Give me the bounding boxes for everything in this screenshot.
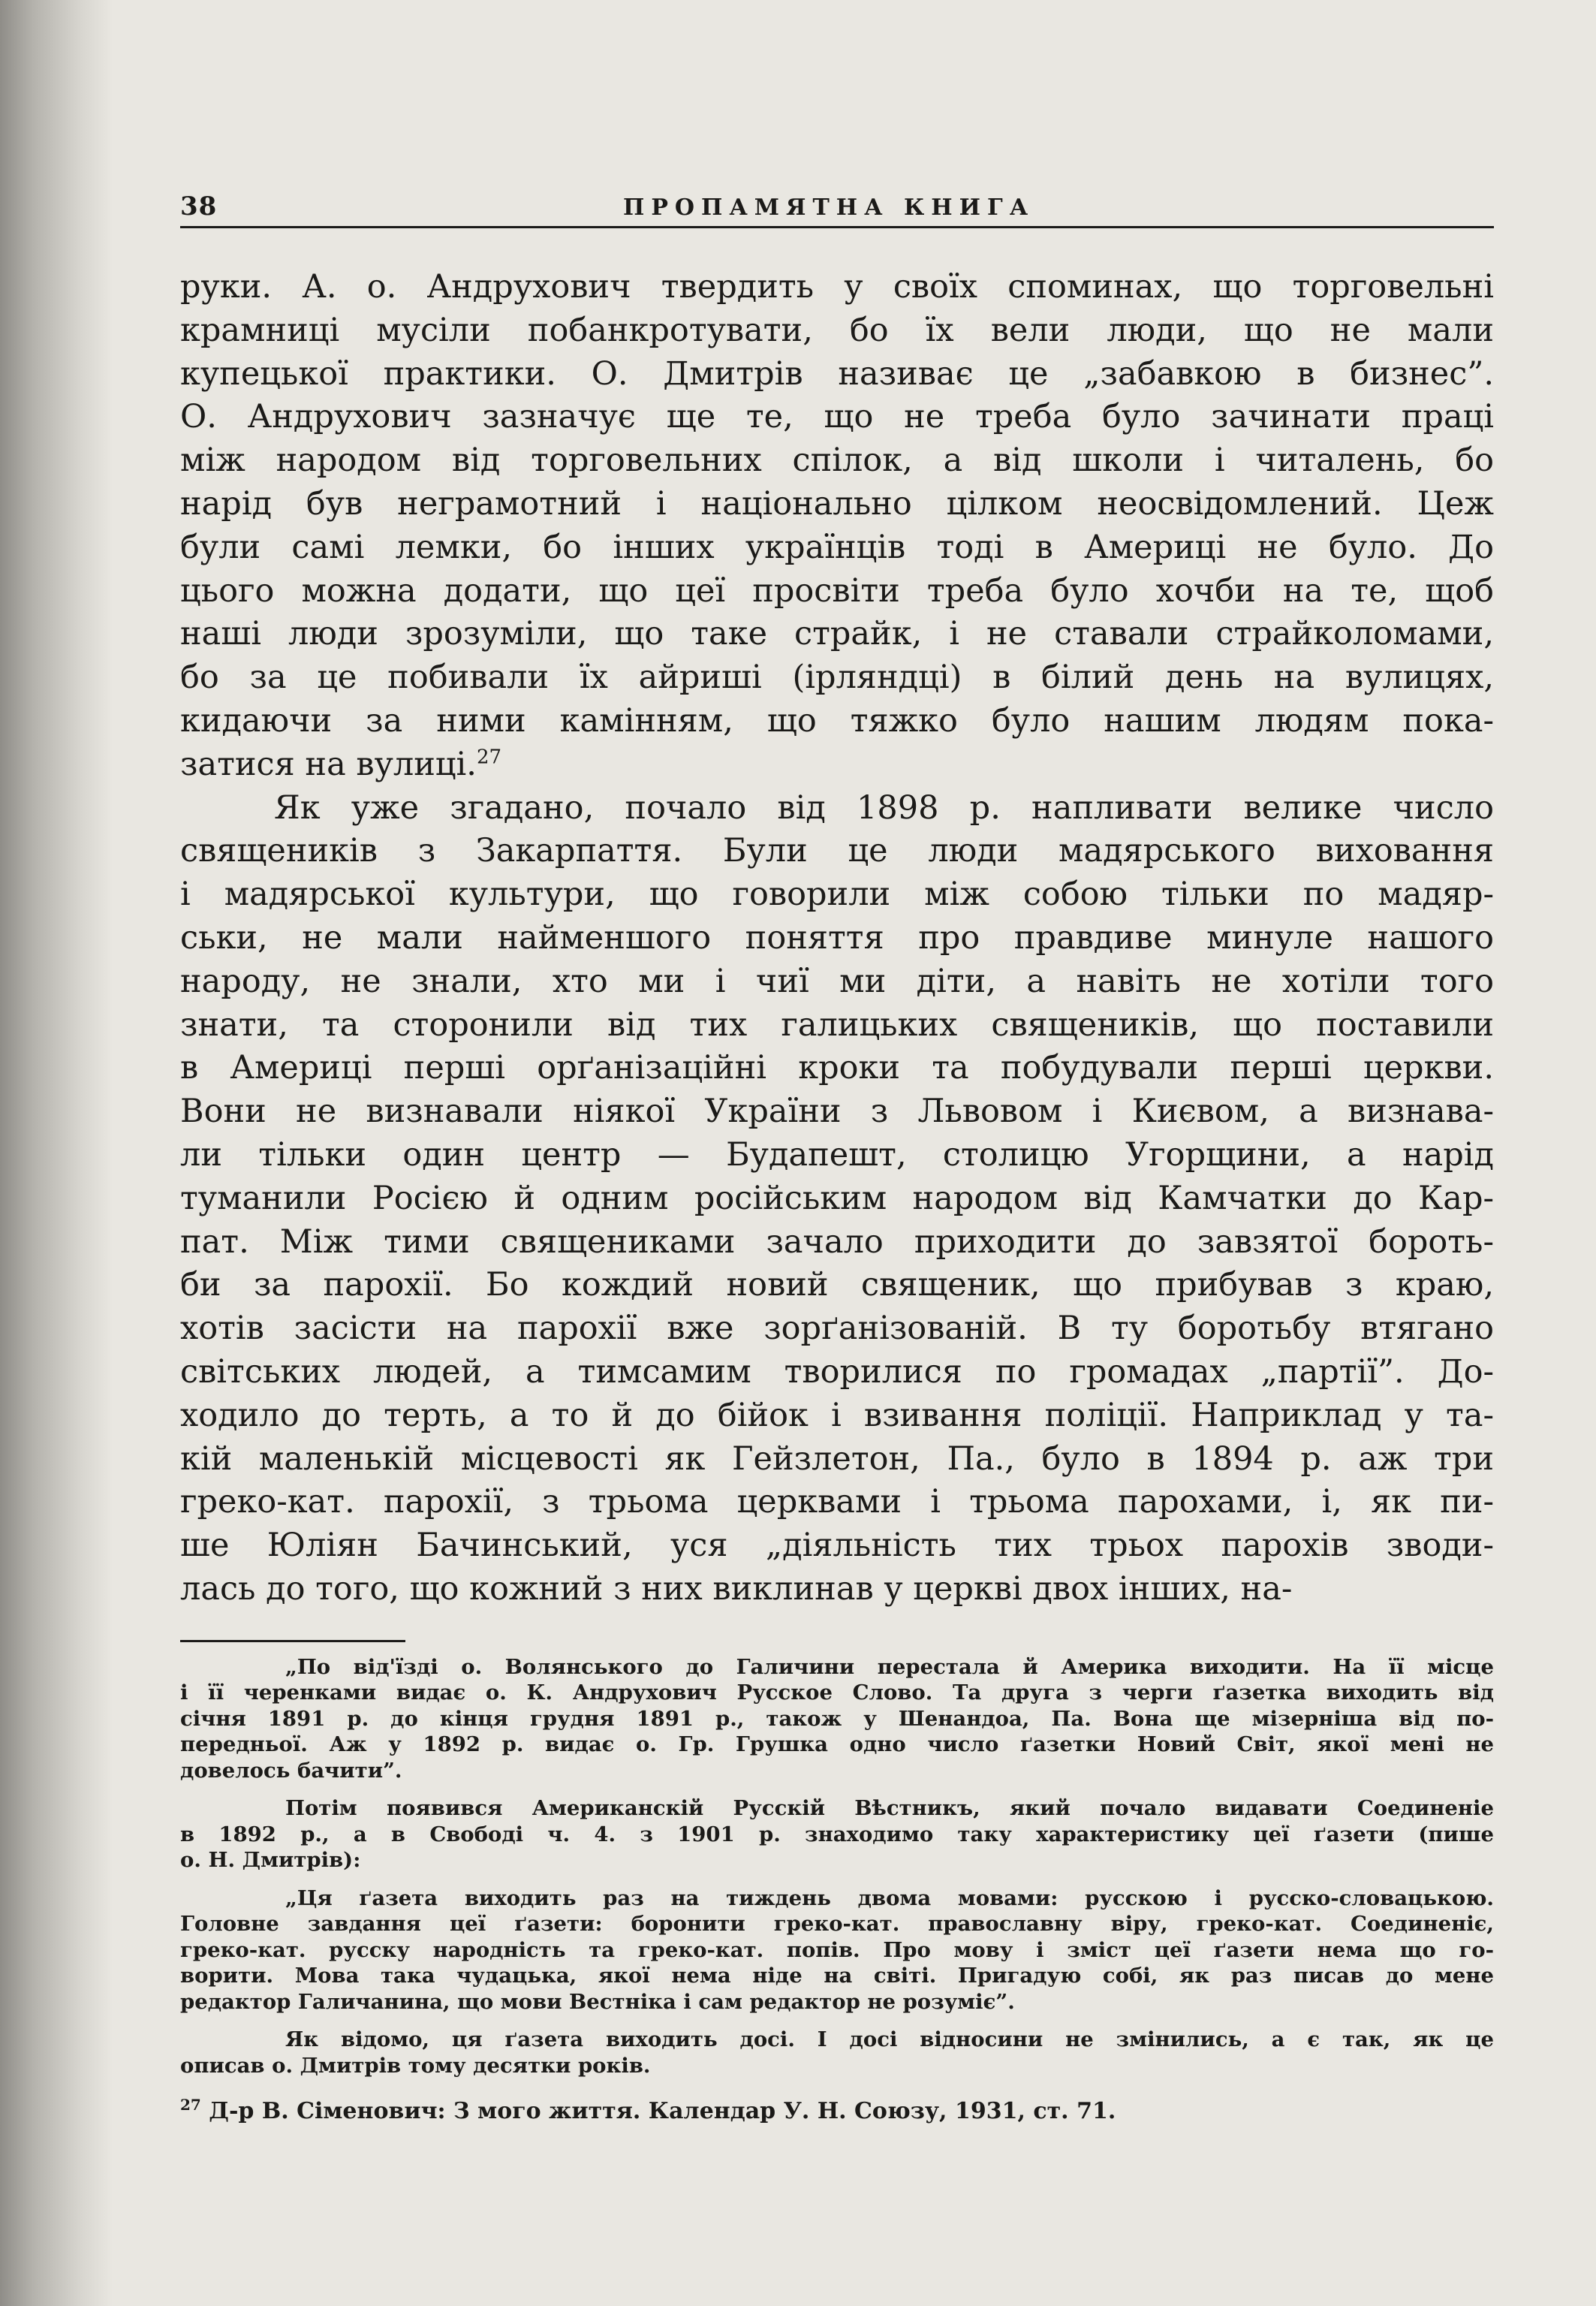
footnotes bbox=[180, 1654, 1494, 2125]
text-line: О. Андрухович зазначує ще те, що не треба було зачинати праці bbox=[180, 398, 1494, 436]
footnote-reference: 27 bbox=[476, 746, 502, 769]
text-line: кій маленькій місцевості як Гейзлетон, Па., було в 1894 р. аж три bbox=[180, 1439, 1494, 1478]
text-line: знати, та сторонили від тих галицьких священиків, що поставили bbox=[180, 1005, 1494, 1044]
text-line: були самі лемки, бо інших українців тоді в Америці не було. До bbox=[180, 528, 1494, 566]
text-line: цього можна додати, що цеї просвіти треба було хочби на те, щоб bbox=[180, 571, 1494, 610]
text-line: крамниці мусіли побанкротувати, бо їх вели люди, що не мали bbox=[180, 311, 1494, 349]
footnote-27-number: 27 bbox=[180, 2096, 201, 2115]
text-line: Як відомо, ця ґазета виходить досі. І досі відносини не змінились, а є так, як це bbox=[285, 2027, 1494, 2052]
paragraph-1 bbox=[180, 266, 1494, 787]
text-line: передньої. Аж у 1892 р. видає о. Гр. Грушка одно число ґазетки Новий Світ, якої мені не bbox=[180, 1732, 1494, 1757]
note-quote-1 bbox=[180, 1654, 1494, 1784]
text-line: руки. А. о. Андрухович твердить у своїх споминах, що торговельні bbox=[180, 268, 1494, 306]
text-line: ли тільки один центр — Будапешт, столицю Угорщини, а нарід bbox=[180, 1135, 1494, 1174]
text-line: „По від'їзді о. Волянського до Галичини перестала й Америка виходити. На її місце bbox=[285, 1654, 1494, 1679]
text-line: купецької практики. О. Дмитрів називає це „забавкою в бизнес”. bbox=[180, 354, 1494, 393]
text-line: в Америці перші орґанізаційні кроки та побудували перші церкви. bbox=[180, 1049, 1494, 1087]
text-line: затися на вулиці.$^{27}$ bbox=[180, 745, 502, 783]
text-line: ворити. Мова така чудацька, якої нема ніде на світі. Пригадую собі, як раз писав до мене bbox=[180, 1964, 1494, 1988]
paragraph-2 bbox=[180, 787, 1494, 1611]
text-line: ходило до терть, а то й до бійок і взивання поліції. Наприклад у та- bbox=[180, 1396, 1494, 1434]
footnote-divider bbox=[180, 1640, 405, 1642]
text-line: би за парохії. Бо кождий новий священик, що прибував з краю, bbox=[180, 1266, 1494, 1304]
text-line: пат. Між тими священиками зачало приходити до завзятої бороть- bbox=[180, 1222, 1494, 1261]
note-paragraph-4 bbox=[180, 2027, 1494, 2078]
text-line: в 1892 р., а в Свободі ч. 4. з 1901 р. знаходимо таку характеристику цеї ґазети (пише bbox=[180, 1822, 1494, 1846]
text-line: греко-кат. русску народність та греко-кат. попів. Про мову і зміст цеї ґазети нема що го- bbox=[180, 1937, 1494, 1962]
text-line: ськи, не мали найменшого поняття про правдиве минуле нашого bbox=[180, 918, 1494, 957]
text-line: народу, не знали, хто ми і чиї ми діти, а навіть не хотіли того bbox=[180, 962, 1494, 1000]
text-line: туманили Росією й одним російським народом від Камчатки до Кар- bbox=[180, 1179, 1494, 1217]
footnote-27 bbox=[180, 2092, 1494, 2125]
text-line: Головне завдання цеї ґазети: боронити греко-кат. православну віру, греко-кат. Соединеніє, bbox=[180, 1912, 1494, 1937]
text-line: довелось бачити”. bbox=[180, 1758, 402, 1783]
main-text bbox=[180, 266, 1494, 1611]
text-line: греко-кат. парохії, з трьома церквами і трьома парохами, і, як пи- bbox=[180, 1483, 1494, 1521]
text-line: священиків з Закарпаття. Були це люди мадярського виховання bbox=[180, 832, 1494, 870]
text-line: нарід був неграмотний і національно цілком неосвідомлений. Цеж bbox=[180, 484, 1494, 523]
book-page bbox=[180, 191, 1494, 2125]
book-title: ПРОПАМЯТНА КНИГА bbox=[623, 194, 1035, 221]
text-line: світських людей, а тимсамим творилися по громадах „партії”. До- bbox=[180, 1352, 1494, 1391]
text-line: січня 1891 р. до кінця грудня 1891 р., також у Шенандоа, Па. Вона ще мізерніша від по- bbox=[180, 1706, 1494, 1731]
text-line: і мадярської культури, що говорили між собою тільки по мадяр- bbox=[180, 876, 1494, 914]
text-line: бо за це побивали їх айриші (ірляндці) в білий день на вулицях, bbox=[180, 659, 1494, 697]
text-line: о. Н. Дмитрів): bbox=[180, 1848, 361, 1873]
text-line: хотів засісти на парохії вже зорґанізованій. В ту боротьбу втягано bbox=[180, 1310, 1494, 1348]
text-line: між народом від торговельних спілок, а від школи і читалень, бо bbox=[180, 442, 1494, 480]
text-line: лась до того, що кожний з них виклинав у церкві двох інших, на- bbox=[180, 1569, 1293, 1608]
footnote-27-text: Д-р В. Сіменович: З мого життя. Календар У. Н. Союзу, 1931, ст. 71. bbox=[209, 2098, 1116, 2125]
text-line: Потім появився Американскій Русскій Вѣстникъ, який почало видавати Соединеніе bbox=[285, 1796, 1494, 1821]
text-line: редактор Галичанина, що мови Вестніка і сам редактор не розуміє”. bbox=[180, 1989, 1015, 2014]
note-quote-3 bbox=[180, 1885, 1494, 2015]
text-line: описав о. Дмитрів тому десятки років. bbox=[180, 2053, 651, 2078]
text-line: ше Юліян Бачинський, уся „діяльність тих трьох парохів зводи- bbox=[180, 1527, 1494, 1565]
text-line: і її черенками видає о. К. Андрухович Русское Слово. Та друга з черги ґазетка виходить від bbox=[180, 1681, 1494, 1705]
text-line: Вони не визнавали ніякої України з Львовом і Києвом, а визнава- bbox=[180, 1093, 1494, 1131]
text-line: Як уже згадано, почало від 1898 р. напливати велике число bbox=[274, 788, 1494, 827]
page-number: 38 bbox=[180, 191, 218, 222]
note-paragraph-2 bbox=[180, 1795, 1494, 1873]
running-head bbox=[180, 191, 1494, 228]
text-line: кидаючи за ними камінням, що тяжко було нашим людям пока- bbox=[180, 701, 1494, 740]
text-line: „Ця ґазета виходить раз на тиждень двома мовами: русскою і русско-словацькою. bbox=[285, 1885, 1494, 1910]
binding-shadow bbox=[0, 0, 113, 2306]
text-line: наші люди зрозуміли, що таке страйк, і не ставали страйколомами, bbox=[180, 615, 1494, 653]
